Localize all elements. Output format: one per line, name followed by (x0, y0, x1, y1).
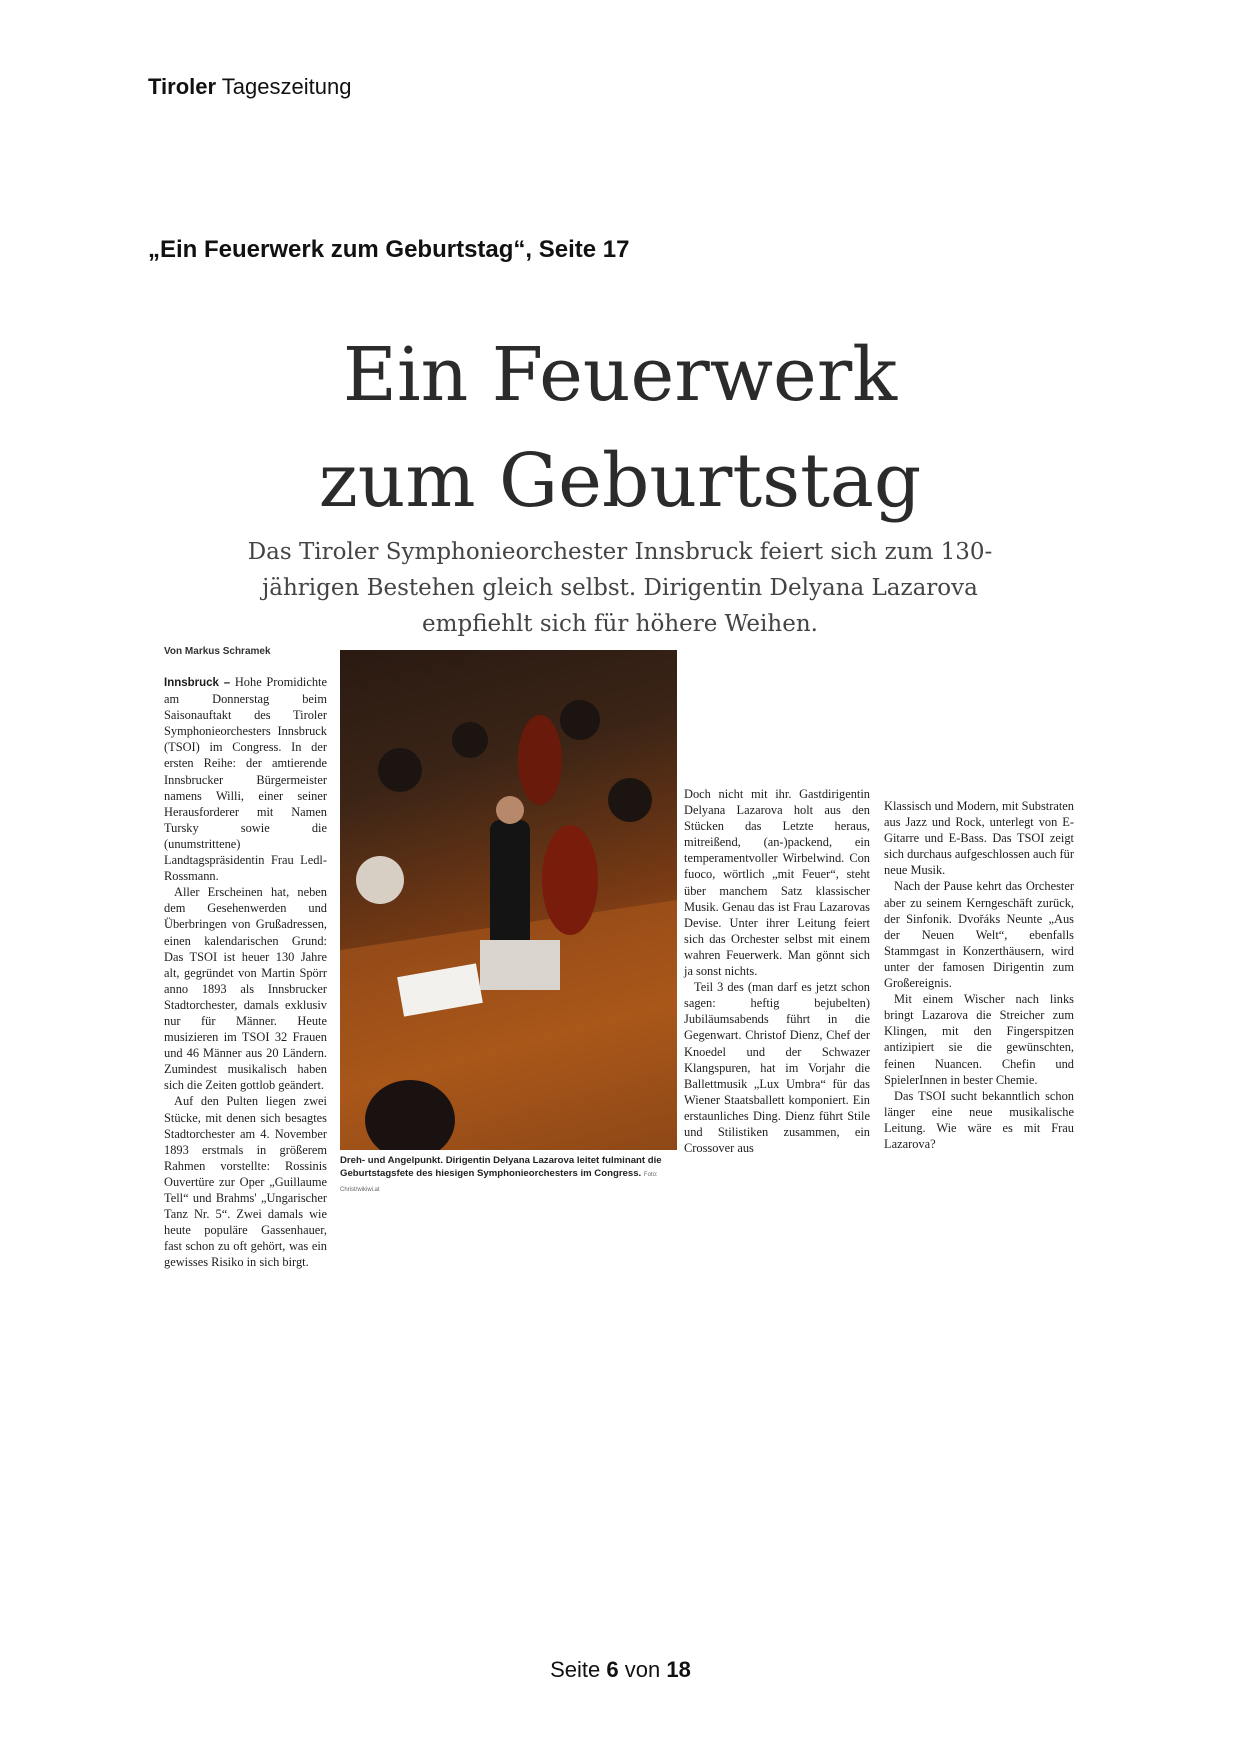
paragraph: Aller Erscheinen hat, neben dem Gesehenwerden und Überbringen von Grußadressen, einen kalendarischen Grund: Das TSOI ist heuer 130 Jahre alt, gegründet von Martin Spörr anno 1893 als Innsbrucker Stadtorchester, damals exklusiv nur für Männer. Heute musizieren im TSOI 32 Frauen und 46 Männer aus 20 Ländern. Zumindest musikalisch haben sich die Zeiten gottlob geändert. (164, 885, 327, 1093)
byline: Von Markus Schramek (164, 646, 271, 657)
page-number: Seite 6 von 18 (550, 1657, 691, 1682)
paragraph: Nach der Pause kehrt das Orchester aber zu seinem Kerngeschäft zurück, der Sinfonik. Dvořáks Neunte „Aus der Neuen Welt“, ebenfalls Stammgast in Konzerthäusern, wird unter der famosen Dirigentin zum Großereignis. (884, 879, 1074, 991)
brand-logo (148, 74, 351, 100)
headline-line-2: zum Geburtstag (318, 438, 922, 524)
paragraph: Mit einem Wischer nach links bringt Lazarova die Streicher zum Klingen, mit den Fingerspitzen antizipiert sie die gewünschten, feinen Nuancen. Chefin und SpielerInnen in bester Chemie. (884, 992, 1074, 1087)
article-column-4 (884, 798, 1074, 1152)
photo-credit: Foto: Christ/wikiwi.at (340, 1172, 658, 1193)
paragraph: Innsbruck – Hohe Promidichte am Donnerstag beim Saisonauftakt des Tiroler Symphonieorchesters Innsbruck (TSOI) im Congress. In der ersten Reihe: der amtierende Innsbrucker Bürgermeister namens Willi, einer seiner Herausforderer mit Namen Tursky sowie die (unumstrittene) Landtagspräsidentin Frau Ledl-Rossmann. (164, 675, 327, 884)
headline-line-1: Ein Feuerwerk (342, 332, 898, 418)
article-column-1 (164, 674, 327, 1270)
reference-title: „Ein Feuerwerk zum Geburtstag“, Seite 17 (148, 236, 630, 263)
paragraph: Klassisch und Modern, mit Substraten aus Jazz und Rock, unterlegt von E-Gitarre und E-Bass. Das TSOI zeigt sich durchaus aufgeschlossen auch für neue Musik. (884, 799, 1074, 878)
article-body (164, 646, 1074, 1270)
dateline: Innsbruck – (164, 677, 231, 689)
paragraph: Doch nicht mit ihr. Gastdirigentin Delyana Lazarova holt aus den Stücken das Letzte heraus, mitreißend, (an-)packend, ein temperamentvoller Wirbelwind. Con fuoco, wörtlich „mit Feuer“, steht über manchem Satz klassischer Musik. Genau das ist Frau Lazarovas Devise. Unter ihrer Leitung feiert sich das Orchester selbst mit einem wahren Feuerwerk. Man gönnt sich ja sonst nichts. (684, 787, 870, 979)
concert-photo (340, 650, 677, 1150)
brand-name-bold: Tiroler (148, 74, 217, 99)
article-lead: Das Tiroler Symphonieorchester Innsbruck feiert sich zum 130-jährigen Bestehen gleich selbst. Dirigentin Delyana Lazarova empfiehlt sich für höhere Weihen. (247, 539, 993, 637)
paragraph: Auf den Pulten liegen zwei Stücke, mit denen sich besagtes Stadtorchester am 4. November 1893 erstmals in größerem Rahmen vorstellte: Rossinis Ouvertüre zur Oper „Guillaume Tell“ und Brahms' „Ungarischer Tanz Nr. 5“. Zwei damals wie heute populäre Gassenhauer, fast schon zu oft gehört, was ein gewisses Risiko in sich birgt. (164, 1094, 327, 1270)
photo-caption: Dreh- und Angelpunkt. Dirigentin Delyana Lazarova leitet fulminant die Geburtstagsfete des hiesigen Symphonieorchesters im Congress. Foto: Christ/wikiwi.at (340, 1155, 662, 1193)
paragraph: Teil 3 des (man darf es jetzt schon sagen: heftig bejubelten) Jubiläumsabends führt in die Gegenwart. Christof Dienz, Chef der Knoedel und der Schwazer Klangspuren, hat im Vorjahr die Ballettmusik „Lux Umbra“ für das Wiener Staatsballett komponiert. Ein erstaunliches Ding. Dienz führt Stile und Stilistiken zusammen, ein Crossover aus (684, 980, 870, 1156)
paragraph: Das TSOI sucht bekanntlich schon länger eine neue musikalische Leitung. Wie wäre es mit Frau Lazarova? (884, 1088, 1074, 1151)
brand-name-rest: Tageszeitung (221, 74, 352, 99)
orchestra-image (340, 650, 677, 1150)
article-column-3 (684, 786, 870, 1156)
article-headline (160, 322, 1080, 534)
